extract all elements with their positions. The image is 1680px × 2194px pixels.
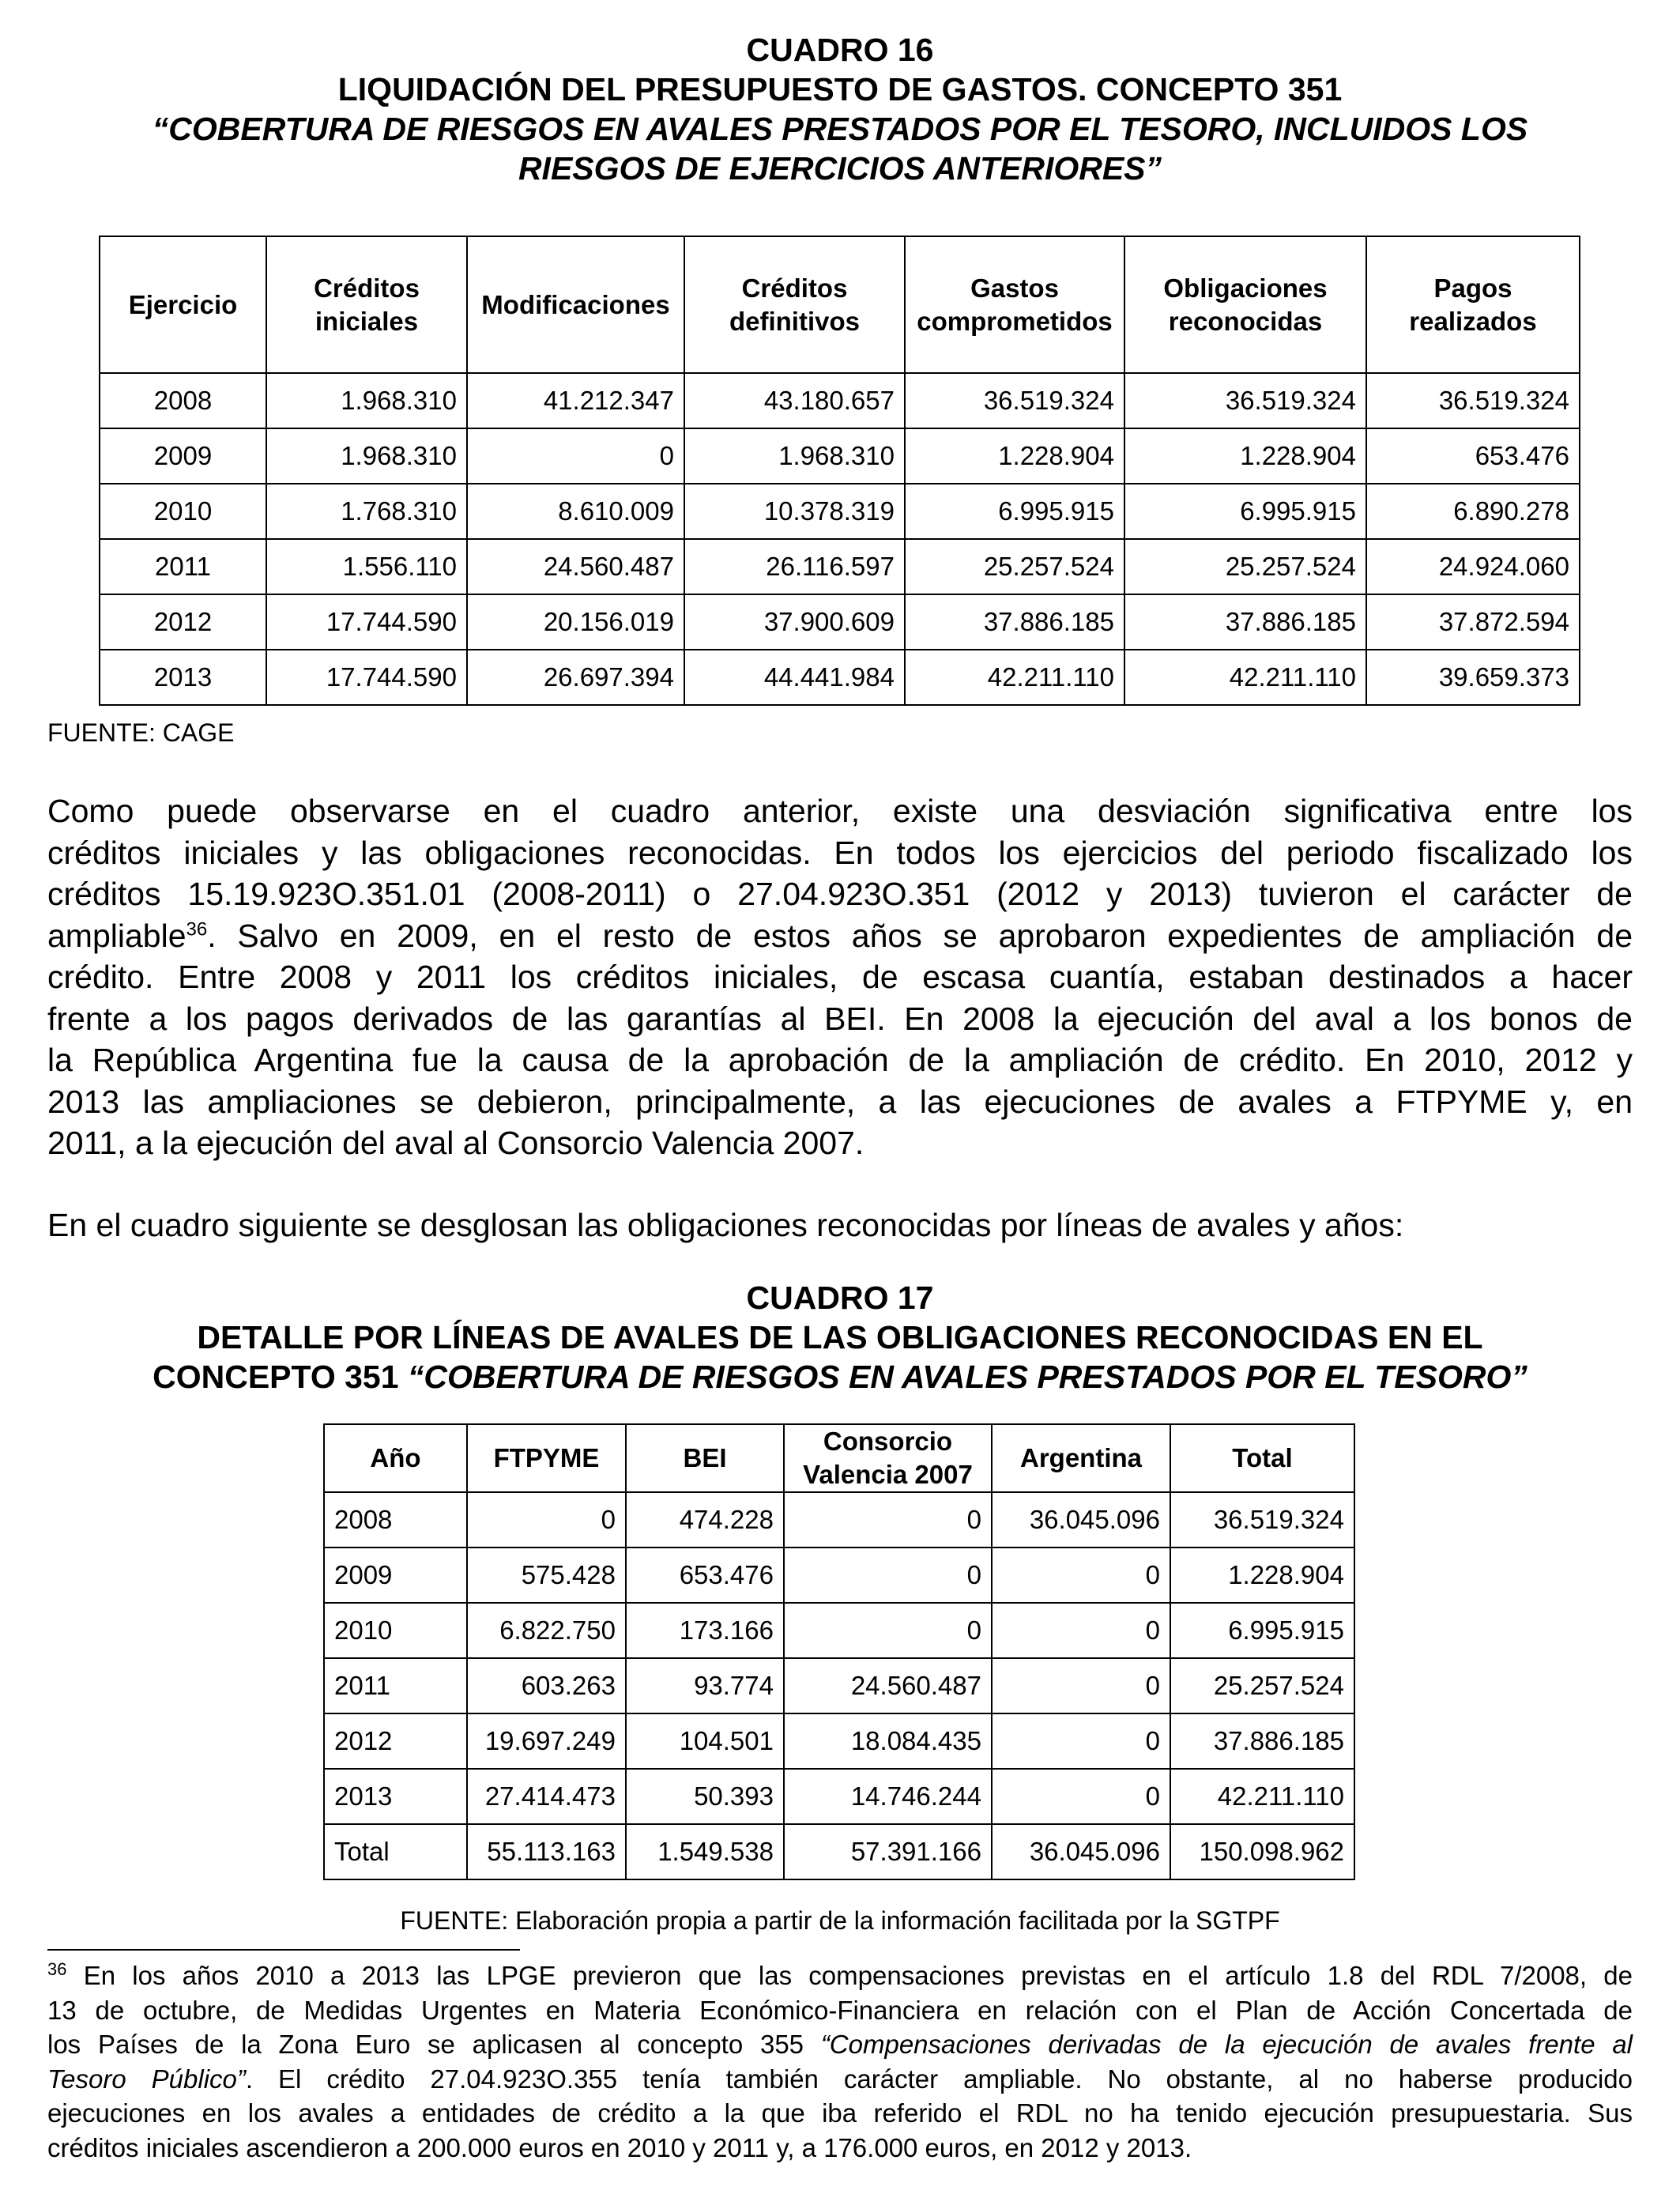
paragraph-line: créditos iniciales y las obligaciones reconocidas. En todos los ejercicios del periodo fiscalizado los (47, 834, 1633, 871)
table-cell: 39.659.373 (1366, 650, 1580, 705)
column-header-ano: Año (324, 1424, 467, 1492)
cuadro-17-number: CUADRO 17 (746, 1280, 934, 1316)
column-header-obligaciones-reconocidas: Obligaciones reconocidas (1124, 236, 1366, 373)
table-cell: 653.476 (626, 1547, 784, 1603)
table-row (324, 1603, 1354, 1658)
column-header-creditos-definitivos: Créditos definitivos (684, 236, 905, 373)
table-row (100, 594, 1580, 650)
table-cell: 37.886.185 (1124, 594, 1366, 650)
table-cell: 2009 (100, 428, 266, 484)
table-cell: 24.560.487 (467, 539, 684, 594)
table-cell: 1.228.904 (1170, 1547, 1354, 1603)
table-cell: 474.228 (626, 1492, 784, 1547)
table-cell: 36.519.324 (1366, 373, 1580, 428)
footnote-36 (47, 1958, 1633, 2165)
table-cell: 44.441.984 (684, 650, 905, 705)
table-cell: 20.156.019 (467, 594, 684, 650)
table-cell: 0 (784, 1603, 992, 1658)
table-cell: 41.212.347 (467, 373, 684, 428)
paragraph-line: Como puede observarse en el cuadro anterior, existe una desviación significativa entre los (47, 793, 1633, 829)
table-cell: 36.045.096 (992, 1492, 1170, 1547)
column-header-pagos-realizados: Pagos realizados (1366, 236, 1580, 373)
table-cell: 17.744.590 (266, 594, 467, 650)
footnote-line: créditos iniciales ascendieron a 200.000 euros en 2010 y 2011 y, a 176.000 euros, en 2012 y 2013. (47, 2132, 1192, 2162)
table-cell: 25.257.524 (1170, 1658, 1354, 1713)
column-header-modificaciones: Modificaciones (467, 236, 684, 373)
table-cell: 26.697.394 (467, 650, 684, 705)
paragraph-line-with-footnote-ref: ampliable$^{36}$. Salvo en 2009, en el resto de estos años se aprobaron expedientes de ampliación de (47, 917, 1633, 954)
table-cell: 0 (992, 1713, 1170, 1769)
table-cell: 1.968.310 (266, 428, 467, 484)
table-cell: 10.378.319 (684, 484, 905, 539)
footnote-line: Tesoro Público”. El crédito 27.04.923O.355 tenía también carácter ampliable. No obstante, al no haberse producido (47, 2064, 1633, 2094)
table-cell: 93.774 (626, 1658, 784, 1713)
paragraph-line: En el cuadro siguiente se desglosan las obligaciones reconocidas por líneas de avales y años: (47, 1207, 1404, 1243)
body-paragraph-2 (47, 1204, 1633, 1246)
table-row (324, 1658, 1354, 1713)
table-cell: 14.746.244 (784, 1769, 992, 1824)
table-cell: 2012 (100, 594, 266, 650)
table-cell: 2013 (324, 1769, 467, 1824)
body-paragraph-1 (47, 790, 1633, 1164)
table-cell: 42.211.110 (1124, 650, 1366, 705)
table-cell: 6.890.278 (1366, 484, 1580, 539)
table-row (100, 373, 1580, 428)
paragraph-line: 2011, a la ejecución del aval al Consorcio Valencia 2007. (47, 1125, 864, 1161)
table-cell: 173.166 (626, 1603, 784, 1658)
cuadro-17-source: FUENTE: Elaboración propia a partir de la información facilitada por la SGTPF (400, 1906, 1280, 1935)
table-row (100, 539, 1580, 594)
table-cell: 0 (467, 428, 684, 484)
table-cell: 0 (784, 1492, 992, 1547)
table-cell: 0 (467, 1492, 626, 1547)
column-header-gastos-comprometidos: Gastos comprometidos (905, 236, 1124, 373)
cuadro-17-table (323, 1423, 1355, 1880)
table-cell: 37.886.185 (905, 594, 1124, 650)
cuadro-16-subtitle-line-1: “COBERTURA DE RIESGOS EN AVALES PRESTADOS POR EL TESORO, INCLUIDOS LOS (152, 111, 1528, 147)
table-cell: 603.263 (467, 1658, 626, 1713)
footnote-line: $^{36}$ En los años 2010 a 2013 las LPGE previeron que las compensaciones previstas en el artículo 1.8 del RDL 7/2008, de (47, 1959, 1633, 1990)
paragraph-line: la República Argentina fue la causa de la aprobación de la ampliación de crédito. En 2010, 2012 y (47, 1042, 1633, 1078)
table-cell: 57.391.166 (784, 1824, 992, 1879)
paragraph-line: frente a los pagos derivados de las garantías al BEI. En 2008 la ejecución del aval a los bonos de (47, 1000, 1633, 1037)
table-cell: 18.084.435 (784, 1713, 992, 1769)
table-row (100, 650, 1580, 705)
table-cell: 6.995.915 (905, 484, 1124, 539)
table-cell: 2010 (100, 484, 266, 539)
cuadro-16-table (99, 236, 1580, 706)
cuadro-16-heading (47, 30, 1633, 188)
table-cell: 0 (992, 1603, 1170, 1658)
cuadro-17-title-line-2: CONCEPTO 351 “COBERTURA DE RIESGOS EN AVALES PRESTADOS POR EL TESORO” (153, 1359, 1527, 1395)
table-cell: 42.211.110 (905, 650, 1124, 705)
table-cell: 37.886.185 (1170, 1713, 1354, 1769)
table-cell: 2008 (324, 1492, 467, 1547)
table-cell: 55.113.163 (467, 1824, 626, 1879)
table-cell: 1.968.310 (684, 428, 905, 484)
table-cell: 25.257.524 (1124, 539, 1366, 594)
footnote-line: 13 de octubre, de Medidas Urgentes en Materia Económico-Financiera en relación con el Plan de Acción Concertada de (47, 1995, 1633, 2025)
table-cell: 2010 (324, 1603, 467, 1658)
table-cell: 27.414.473 (467, 1769, 626, 1824)
table-cell: 37.872.594 (1366, 594, 1580, 650)
table-cell: 2013 (100, 650, 266, 705)
cuadro-16-source: FUENTE: CAGE (47, 718, 235, 747)
table-cell: 575.428 (467, 1547, 626, 1603)
paragraph-line: 2013 las ampliaciones se debieron, principalmente, a las ejecuciones de avales a FTPYME y, en (47, 1083, 1633, 1120)
paragraph-line: crédito. Entre 2008 y 2011 los créditos iniciales, de escasa cuantía, estaban destinados a hacer (47, 959, 1633, 995)
table-row (100, 484, 1580, 539)
table-cell: 104.501 (626, 1713, 784, 1769)
table-cell: 0 (992, 1658, 1170, 1713)
footnote-line: los Países de la Zona Euro se aplicasen al concepto 355 “Compensaciones derivadas de la ejecución de avales frente al (47, 2030, 1633, 2059)
column-header-ftpyme: FTPYME (467, 1424, 626, 1492)
table-cell: 2011 (100, 539, 266, 594)
table-header-row (324, 1424, 1354, 1492)
table-row (324, 1492, 1354, 1547)
footnote-number: 36 (47, 1959, 67, 1979)
table-cell: Total (324, 1824, 467, 1879)
cuadro-16-subtitle-line-2: RIESGOS DE EJERCICIOS ANTERIORES” (518, 150, 1162, 187)
column-header-creditos-iniciales: Créditos iniciales (266, 236, 467, 373)
table-cell: 2011 (324, 1658, 467, 1713)
table-cell: 0 (992, 1547, 1170, 1603)
table-cell: 150.098.962 (1170, 1824, 1354, 1879)
table-cell: 1.549.538 (626, 1824, 784, 1879)
cuadro-17-title: DETALLE POR LÍNEAS DE AVALES DE LAS OBLIGACIONES RECONOCIDAS EN EL (197, 1319, 1483, 1355)
cuadro-16-title: LIQUIDACIÓN DEL PRESUPUESTO DE GASTOS. CONCEPTO 351 (337, 71, 1343, 107)
table-cell: 17.744.590 (266, 650, 467, 705)
table-total-row (324, 1824, 1354, 1879)
table-row (324, 1713, 1354, 1769)
table-cell: 42.211.110 (1170, 1769, 1354, 1824)
table-cell: 19.697.249 (467, 1713, 626, 1769)
table-cell: 1.228.904 (1124, 428, 1366, 484)
table-cell: 653.476 (1366, 428, 1580, 484)
table-cell: 6.995.915 (1170, 1603, 1354, 1658)
table-header-row (100, 236, 1580, 373)
column-header-total: Total (1170, 1424, 1354, 1492)
column-header-consorcio-valencia: Consorcio Valencia 2007 (784, 1424, 992, 1492)
paragraph-line: créditos 15.19.923O.351.01 (2008-2011) o 27.04.923O.351 (2012 y 2013) tuvieron el carácter de (47, 876, 1633, 912)
table-cell: 25.257.524 (905, 539, 1124, 594)
footnote-line: ejecuciones en los avales a entidades de crédito a la que iba referido el RDL no ha tenido ejecución presupuestaria. Sus (47, 2098, 1633, 2128)
cuadro-17-heading (47, 1278, 1633, 1397)
table-cell: 36.519.324 (1170, 1492, 1354, 1547)
table-row (324, 1769, 1354, 1824)
table-cell: 8.610.009 (467, 484, 684, 539)
table-cell: 1.228.904 (905, 428, 1124, 484)
column-header-bei: BEI (626, 1424, 784, 1492)
table-cell: 2012 (324, 1713, 467, 1769)
table-cell: 26.116.597 (684, 539, 905, 594)
table-cell: 24.560.487 (784, 1658, 992, 1713)
table-row (324, 1547, 1354, 1603)
table-cell: 1.768.310 (266, 484, 467, 539)
footnote-divider (47, 1949, 520, 1951)
table-cell: 1.968.310 (266, 373, 467, 428)
table-cell: 6.822.750 (467, 1603, 626, 1658)
table-cell: 36.519.324 (1124, 373, 1366, 428)
footnote-reference[interactable]: 36 (186, 918, 208, 940)
table-row (100, 428, 1580, 484)
table-cell: 0 (992, 1769, 1170, 1824)
table-cell: 36.045.096 (992, 1824, 1170, 1879)
cuadro-16-number: CUADRO 16 (746, 32, 934, 68)
table-cell: 1.556.110 (266, 539, 467, 594)
column-header-argentina: Argentina (992, 1424, 1170, 1492)
table-cell: 2008 (100, 373, 266, 428)
table-cell: 37.900.609 (684, 594, 905, 650)
table-cell: 2009 (324, 1547, 467, 1603)
table-cell: 24.924.060 (1366, 539, 1580, 594)
column-header-ejercicio: Ejercicio (100, 236, 266, 373)
table-cell: 43.180.657 (684, 373, 905, 428)
table-cell: 0 (784, 1547, 992, 1603)
table-cell: 36.519.324 (905, 373, 1124, 428)
table-cell: 50.393 (626, 1769, 784, 1824)
table-cell: 6.995.915 (1124, 484, 1366, 539)
